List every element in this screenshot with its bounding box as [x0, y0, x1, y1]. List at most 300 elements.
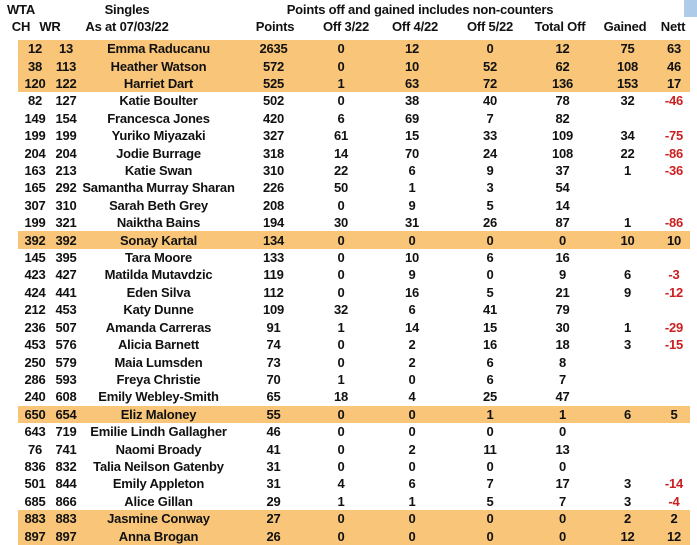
cell-off-4-22[interactable]: 10 — [404, 58, 420, 74]
cell-off-3-22[interactable]: 6 — [337, 110, 345, 126]
cell-wr[interactable]: 654 — [55, 406, 77, 422]
cell-nett[interactable]: -36 — [664, 163, 684, 179]
cell-name[interactable]: Harriet Dart — [123, 76, 194, 92]
cell-off-4-22[interactable]: 16 — [404, 284, 420, 300]
cell-wr[interactable]: 741 — [55, 441, 77, 457]
cell-ch[interactable]: 250 — [24, 354, 46, 370]
cell-off-3-22[interactable]: 32 — [333, 302, 349, 318]
cell-points[interactable]: 31 — [266, 458, 281, 474]
cell-total-off[interactable]: 0 — [558, 232, 567, 248]
table-row[interactable] — [18, 75, 690, 92]
cell-off-3-22[interactable]: 1 — [337, 493, 345, 509]
cell-points[interactable]: 134 — [262, 232, 285, 248]
cell-ch[interactable]: 392 — [24, 232, 46, 248]
cell-off-5-22[interactable]: 0 — [486, 267, 494, 283]
cell-name[interactable]: Katie Swan — [124, 163, 193, 179]
cell-off-5-22[interactable]: 6 — [486, 354, 494, 370]
cell-total-off[interactable]: 18 — [555, 337, 570, 353]
cell-wr[interactable]: 897 — [55, 528, 77, 544]
cell-gained[interactable]: 32 — [620, 93, 635, 109]
cell-name[interactable]: Matilda Mutavdzic — [104, 267, 213, 283]
cell-off-4-22[interactable]: 0 — [408, 406, 416, 422]
cell-off-5-22[interactable]: 33 — [482, 128, 498, 144]
cell-nett[interactable]: 12 — [666, 528, 682, 544]
cell-ch[interactable]: 836 — [24, 458, 46, 474]
cell-off-3-22[interactable]: 0 — [337, 511, 345, 527]
table-row[interactable] — [18, 284, 690, 301]
cell-gained[interactable]: 2 — [623, 511, 632, 527]
cell-total-off[interactable]: 37 — [555, 163, 570, 179]
cell-wr[interactable]: 154 — [55, 110, 77, 126]
cell-off-4-22[interactable]: 0 — [408, 511, 416, 527]
cell-name[interactable]: Alice Gillan — [124, 493, 193, 509]
cell-wr[interactable]: 292 — [55, 180, 77, 196]
cell-nett[interactable]: -12 — [664, 284, 684, 300]
cell-name[interactable]: Freya Christie — [116, 371, 201, 387]
cell-off-3-22[interactable]: 0 — [337, 458, 345, 474]
cell-off-3-22[interactable]: 22 — [333, 163, 349, 179]
table-row[interactable] — [18, 527, 690, 544]
cell-off-4-22[interactable]: 9 — [408, 267, 416, 283]
cell-name[interactable]: Francesca Jones — [107, 110, 210, 126]
cell-off-4-22[interactable]: 0 — [408, 424, 416, 440]
cell-gained[interactable]: 153 — [616, 76, 639, 92]
cell-off-5-22[interactable]: 0 — [486, 511, 494, 527]
cell-name[interactable]: Emily Appleton — [112, 476, 205, 492]
cell-gained[interactable]: 3 — [623, 476, 632, 492]
cell-total-off[interactable]: 136 — [551, 76, 574, 92]
cell-ch[interactable]: 149 — [24, 110, 46, 126]
cell-total-off[interactable]: 62 — [555, 58, 570, 74]
cell-off-3-22[interactable]: 0 — [337, 267, 345, 283]
cell-off-3-22[interactable]: 1 — [337, 76, 345, 92]
cell-off-3-22[interactable]: 18 — [333, 389, 349, 405]
cell-ch[interactable]: 82 — [27, 93, 43, 109]
cell-off-5-22[interactable]: 9 — [486, 163, 494, 179]
cell-points[interactable]: 194 — [262, 215, 285, 231]
cell-total-off[interactable]: 16 — [555, 250, 570, 266]
cell-ch[interactable]: 453 — [24, 337, 46, 353]
cell-total-off[interactable]: 78 — [555, 93, 570, 109]
cell-off-3-22[interactable]: 0 — [337, 58, 345, 74]
cell-points[interactable]: 91 — [266, 319, 281, 335]
cell-nett[interactable]: -86 — [664, 145, 684, 161]
cell-wr[interactable]: 204 — [55, 145, 77, 161]
cell-ch[interactable]: 12 — [27, 41, 43, 57]
cell-wr[interactable]: 13 — [58, 41, 74, 57]
table-row[interactable] — [18, 475, 690, 492]
cell-points[interactable]: 29 — [266, 493, 281, 509]
cell-total-off[interactable]: 54 — [555, 180, 570, 196]
cell-off-4-22[interactable]: 0 — [408, 371, 416, 387]
cell-off-4-22[interactable]: 12 — [404, 41, 420, 57]
cell-total-off[interactable]: 108 — [551, 145, 574, 161]
cell-points[interactable]: 26 — [266, 528, 281, 544]
cell-off-4-22[interactable]: 0 — [408, 232, 416, 248]
cell-name[interactable]: Samantha Murray Sharan — [82, 180, 235, 196]
cell-off-4-22[interactable]: 70 — [404, 145, 420, 161]
table-row[interactable] — [18, 353, 690, 370]
cell-off-5-22[interactable]: 16 — [482, 337, 498, 353]
cell-total-off[interactable]: 109 — [551, 128, 574, 144]
cell-gained[interactable]: 12 — [620, 528, 635, 544]
cell-off-4-22[interactable]: 6 — [408, 163, 416, 179]
cell-ch[interactable]: 199 — [24, 215, 46, 231]
cell-wr[interactable]: 321 — [55, 215, 77, 231]
cell-off-3-22[interactable]: 0 — [337, 354, 345, 370]
cell-off-5-22[interactable]: 52 — [482, 58, 498, 74]
cell-ch[interactable]: 38 — [27, 58, 43, 74]
cell-points[interactable]: 112 — [263, 284, 284, 300]
cell-total-off[interactable]: 13 — [555, 441, 570, 457]
cell-nett[interactable]: -3 — [668, 267, 680, 283]
cell-ch[interactable]: 120 — [24, 76, 46, 92]
cell-off-5-22[interactable]: 0 — [486, 528, 494, 544]
header-col-off-3-22: Off 3/22 — [322, 19, 370, 34]
cell-off-4-22[interactable]: 4 — [408, 389, 416, 405]
cell-wr[interactable]: 122 — [55, 76, 77, 92]
cell-ch[interactable]: 897 — [24, 528, 46, 544]
cell-off-4-22[interactable]: 10 — [404, 250, 420, 266]
cell-points[interactable]: 310 — [262, 163, 285, 179]
table-row[interactable] — [18, 510, 690, 527]
cell-points[interactable]: 133 — [262, 250, 285, 266]
cell-name[interactable]: Naiktha Bains — [116, 215, 201, 231]
cell-nett[interactable]: 2 — [670, 511, 678, 527]
table-row[interactable] — [18, 423, 690, 440]
cell-nett[interactable]: -15 — [664, 337, 684, 353]
cell-total-off[interactable]: 47 — [555, 389, 570, 405]
cell-total-off[interactable]: 1 — [558, 406, 567, 422]
cell-points[interactable]: 74 — [266, 337, 281, 353]
cell-off-3-22[interactable]: 61 — [333, 128, 349, 144]
cell-name[interactable]: Emma Raducanu — [107, 41, 210, 57]
cell-off-3-22[interactable]: 0 — [337, 528, 345, 544]
cell-off-3-22[interactable]: 50 — [333, 180, 349, 196]
cell-off-5-22[interactable]: 5 — [486, 493, 494, 509]
table-row[interactable] — [18, 336, 690, 353]
cell-ch[interactable]: 204 — [24, 145, 46, 161]
cell-wr[interactable]: 395 — [55, 250, 77, 266]
cell-off-4-22[interactable]: 1 — [408, 180, 416, 196]
cell-ch[interactable]: 165 — [24, 180, 46, 196]
cell-points[interactable]: 73 — [266, 354, 281, 370]
table-row[interactable] — [18, 197, 690, 214]
cell-gained[interactable]: 34 — [620, 128, 635, 144]
table-row[interactable] — [18, 458, 690, 475]
cell-off-3-22[interactable]: 0 — [337, 93, 345, 109]
table-row[interactable] — [18, 319, 690, 336]
cell-points[interactable]: 226 — [262, 180, 285, 196]
cell-off-5-22[interactable]: 0 — [486, 424, 494, 440]
table-row[interactable] — [18, 266, 690, 283]
cell-off-4-22[interactable]: 0 — [408, 528, 416, 544]
cell-off-5-22[interactable]: 40 — [482, 93, 498, 109]
cell-off-5-22[interactable]: 26 — [482, 215, 498, 231]
cell-gained[interactable]: 1 — [623, 215, 632, 231]
cell-gained[interactable]: 10 — [620, 232, 635, 248]
table-row[interactable] — [18, 179, 690, 196]
cell-points[interactable]: 31 — [266, 476, 281, 492]
cell-total-off[interactable]: 21 — [555, 284, 570, 300]
cell-off-4-22[interactable]: 14 — [404, 319, 420, 335]
cell-wr[interactable]: 453 — [55, 302, 77, 318]
cell-name[interactable]: Talia Neilson Gatenby — [93, 458, 224, 474]
cell-ch[interactable]: 163 — [24, 163, 46, 179]
cell-points[interactable]: 525 — [262, 76, 285, 92]
cell-off-5-22[interactable]: 0 — [486, 41, 494, 57]
cell-off-4-22[interactable]: 63 — [404, 76, 420, 92]
cell-points[interactable]: 65 — [266, 389, 281, 405]
cell-off-4-22[interactable]: 1 — [408, 493, 416, 509]
cell-ch[interactable]: 650 — [24, 406, 46, 422]
cell-off-5-22[interactable]: 41 — [482, 302, 498, 318]
cell-name[interactable]: Tara Moore — [124, 250, 193, 266]
cell-off-4-22[interactable]: 2 — [408, 441, 416, 457]
cell-name[interactable]: Maia Lumsden — [114, 354, 203, 370]
cell-points[interactable]: 420 — [262, 110, 285, 126]
cell-nett[interactable]: 17 — [666, 76, 682, 92]
cell-points[interactable]: 208 — [262, 197, 285, 213]
cell-name[interactable]: Jasmine Conway — [107, 511, 210, 527]
cell-off-4-22[interactable]: 69 — [404, 110, 420, 126]
blue-cell-fragment — [684, 0, 697, 17]
cell-gained[interactable]: 9 — [623, 284, 632, 300]
cell-name[interactable]: Alicia Barnett — [117, 337, 199, 353]
cell-name[interactable]: Amanda Carreras — [105, 319, 212, 335]
cell-total-off[interactable]: 7 — [558, 493, 567, 509]
cell-off-5-22[interactable]: 25 — [482, 389, 498, 405]
cell-off-5-22[interactable]: 3 — [486, 180, 494, 196]
cell-nett[interactable]: -14 — [664, 476, 684, 492]
cell-ch[interactable]: 212 — [24, 302, 46, 318]
cell-gained[interactable]: 6 — [623, 267, 632, 283]
cell-name[interactable]: Eliz Maloney — [120, 406, 197, 422]
cell-total-off[interactable]: 30 — [555, 319, 570, 335]
cell-total-off[interactable]: 87 — [555, 215, 570, 231]
table-row[interactable] — [18, 162, 690, 179]
cell-off-4-22[interactable]: 15 — [404, 128, 420, 144]
cell-off-4-22[interactable]: 6 — [408, 302, 416, 318]
cell-off-5-22[interactable]: 1 — [486, 406, 494, 422]
cell-wr[interactable]: 576 — [55, 337, 77, 353]
cell-off-3-22[interactable]: 30 — [333, 215, 349, 231]
cell-off-5-22[interactable]: 7 — [486, 476, 494, 492]
cell-ch[interactable]: 424 — [24, 284, 46, 300]
cell-ch[interactable]: 883 — [24, 511, 46, 527]
cell-total-off[interactable]: 9 — [558, 267, 567, 283]
cell-wr[interactable]: 593 — [55, 371, 77, 387]
cell-name[interactable]: Heather Watson — [110, 58, 207, 74]
cell-wr[interactable]: 844 — [55, 476, 77, 492]
cell-points[interactable]: 2635 — [259, 41, 288, 57]
table-row[interactable] — [18, 371, 690, 388]
cell-off-5-22[interactable]: 11 — [483, 441, 497, 457]
cell-total-off[interactable]: 0 — [558, 528, 567, 544]
cell-name[interactable]: Katy Dunne — [123, 302, 194, 318]
cell-total-off[interactable]: 12 — [555, 41, 570, 57]
table-row[interactable] — [18, 57, 690, 74]
table-row[interactable] — [18, 249, 690, 266]
cell-off-3-22[interactable]: 4 — [337, 476, 345, 492]
cell-points[interactable]: 109 — [262, 302, 285, 318]
cell-wr[interactable]: 310 — [55, 197, 77, 213]
cell-off-5-22[interactable]: 72 — [482, 76, 498, 92]
cell-off-5-22[interactable]: 0 — [486, 458, 494, 474]
cell-points[interactable]: 502 — [262, 93, 285, 109]
cell-nett[interactable]: -4 — [668, 493, 680, 509]
cell-wr[interactable]: 199 — [55, 128, 77, 144]
cell-points[interactable]: 318 — [262, 145, 285, 161]
cell-wr[interactable]: 866 — [55, 493, 77, 509]
cell-off-3-22[interactable]: 14 — [333, 145, 349, 161]
cell-total-off[interactable]: 17 — [555, 476, 570, 492]
cell-nett[interactable]: 5 — [670, 406, 678, 422]
cell-nett[interactable]: 63 — [666, 41, 682, 57]
cell-gained[interactable]: 1 — [623, 163, 632, 179]
cell-points[interactable]: 46 — [266, 424, 281, 440]
table-row[interactable] — [18, 40, 690, 57]
cell-ch[interactable]: 199 — [24, 128, 46, 144]
cell-off-3-22[interactable]: 1 — [337, 319, 345, 335]
cell-wr[interactable]: 127 — [55, 93, 77, 109]
cell-name[interactable]: Sarah Beth Grey — [109, 197, 208, 213]
cell-nett[interactable]: -29 — [664, 319, 684, 335]
table-row[interactable] — [18, 301, 690, 318]
table-row[interactable] — [18, 110, 690, 127]
cell-ch[interactable]: 145 — [24, 250, 46, 266]
cell-ch[interactable]: 240 — [24, 389, 46, 405]
cell-ch[interactable]: 76 — [27, 441, 43, 457]
cell-off-3-22[interactable]: 1 — [337, 371, 345, 387]
cell-wr[interactable]: 579 — [55, 354, 77, 370]
cell-off-3-22[interactable]: 0 — [337, 337, 345, 353]
cell-off-3-22[interactable]: 0 — [337, 197, 345, 213]
cell-total-off[interactable]: 14 — [555, 197, 570, 213]
table-row[interactable] — [18, 388, 690, 405]
cell-off-3-22[interactable]: 0 — [337, 284, 345, 300]
cell-points[interactable]: 55 — [266, 406, 281, 422]
cell-total-off[interactable]: 8 — [558, 354, 567, 370]
cell-nett[interactable]: 10 — [666, 232, 682, 248]
cell-name[interactable]: Jodie Burrage — [116, 145, 201, 161]
table-row[interactable] — [18, 406, 690, 423]
cell-off-4-22[interactable]: 38 — [404, 93, 420, 109]
cell-ch[interactable]: 307 — [24, 197, 46, 213]
cell-off-3-22[interactable]: 0 — [337, 41, 345, 57]
cell-gained[interactable]: 75 — [620, 41, 635, 57]
cell-off-5-22[interactable]: 15 — [482, 319, 498, 335]
cell-off-5-22[interactable]: 0 — [486, 232, 494, 248]
cell-ch[interactable]: 685 — [24, 493, 46, 509]
cell-points[interactable]: 27 — [266, 511, 281, 527]
cell-wr[interactable]: 441 — [55, 284, 77, 300]
cell-wr[interactable]: 832 — [55, 458, 77, 474]
cell-off-3-22[interactable]: 0 — [337, 424, 345, 440]
table-row[interactable] — [18, 144, 690, 161]
table-row[interactable] — [18, 214, 690, 231]
cell-gained[interactable]: 1 — [623, 319, 632, 335]
table-row[interactable] — [18, 127, 690, 144]
cell-off-4-22[interactable]: 2 — [408, 354, 416, 370]
cell-nett[interactable]: -46 — [664, 93, 684, 109]
header-col-as-at: As at 07/03/22 — [85, 19, 169, 34]
cell-off-5-22[interactable]: 7 — [486, 110, 494, 126]
cell-off-4-22[interactable]: 9 — [408, 197, 416, 213]
cell-wr[interactable]: 213 — [55, 163, 77, 179]
cell-ch[interactable]: 501 — [24, 476, 46, 492]
cell-ch[interactable]: 643 — [24, 424, 46, 440]
table-row[interactable] — [18, 493, 690, 510]
cell-wr[interactable]: 883 — [55, 511, 77, 527]
cell-name[interactable]: Anna Brogan — [118, 528, 199, 544]
cell-nett[interactable]: -75 — [664, 128, 684, 144]
cell-total-off[interactable]: 82 — [555, 110, 570, 126]
cell-ch[interactable]: 286 — [24, 371, 46, 387]
cell-name[interactable]: Emilie Lindh Gallagher — [90, 424, 227, 440]
cell-nett[interactable]: -86 — [664, 215, 684, 231]
cell-wr[interactable]: 608 — [55, 389, 77, 405]
cell-name[interactable]: Emily Webley-Smith — [98, 389, 219, 405]
table-row[interactable] — [18, 440, 690, 457]
cell-wr[interactable]: 113 — [55, 58, 77, 74]
cell-wr[interactable]: 719 — [55, 424, 77, 440]
cell-off-5-22[interactable]: 5 — [486, 284, 494, 300]
cell-off-3-22[interactable]: 0 — [337, 406, 345, 422]
cell-off-5-22[interactable]: 5 — [486, 197, 494, 213]
cell-off-4-22[interactable]: 6 — [408, 476, 416, 492]
table-row[interactable] — [18, 92, 690, 109]
cell-name[interactable]: Yuriko Miyazaki — [111, 128, 206, 144]
cell-gained[interactable]: 22 — [620, 145, 635, 161]
cell-nett[interactable]: 46 — [666, 58, 682, 74]
cell-off-3-22[interactable]: 0 — [337, 250, 345, 266]
cell-ch[interactable]: 236 — [24, 319, 46, 335]
cell-wr[interactable]: 392 — [55, 232, 77, 248]
cell-gained[interactable]: 6 — [623, 406, 632, 422]
cell-points[interactable]: 70 — [266, 371, 281, 387]
cell-total-off[interactable]: 0 — [558, 511, 567, 527]
cell-off-3-22[interactable]: 0 — [337, 232, 345, 248]
table-row[interactable] — [18, 231, 690, 248]
cell-off-4-22[interactable]: 31 — [404, 215, 420, 231]
cell-off-3-22[interactable]: 0 — [337, 441, 345, 457]
cell-ch[interactable]: 423 — [24, 267, 46, 283]
cell-gained[interactable]: 3 — [623, 337, 632, 353]
cell-off-5-22[interactable]: 24 — [482, 145, 498, 161]
cell-name[interactable]: Katie Boulter — [119, 93, 198, 109]
cell-off-4-22[interactable]: 0 — [408, 458, 416, 474]
cell-gained[interactable]: 3 — [623, 493, 632, 509]
cell-name[interactable]: Naomi Broady — [115, 441, 202, 457]
cell-points[interactable]: 41 — [266, 441, 281, 457]
cell-off-5-22[interactable]: 6 — [486, 371, 494, 387]
cell-wr[interactable]: 427 — [55, 267, 77, 283]
cell-points[interactable]: 327 — [262, 128, 285, 144]
cell-gained[interactable]: 108 — [616, 58, 639, 74]
cell-name[interactable]: Eden Silva — [126, 284, 191, 300]
cell-name[interactable]: Sonay Kartal — [119, 232, 198, 248]
cell-off-4-22[interactable]: 2 — [408, 337, 416, 353]
cell-total-off[interactable]: 0 — [558, 458, 567, 474]
cell-total-off[interactable]: 79 — [555, 302, 570, 318]
cell-wr[interactable]: 507 — [55, 319, 77, 335]
cell-points[interactable]: 119 — [263, 267, 284, 283]
cell-total-off[interactable]: 0 — [558, 424, 567, 440]
cell-total-off[interactable]: 7 — [558, 371, 567, 387]
cell-off-5-22[interactable]: 6 — [486, 250, 494, 266]
cell-points[interactable]: 572 — [262, 58, 285, 74]
